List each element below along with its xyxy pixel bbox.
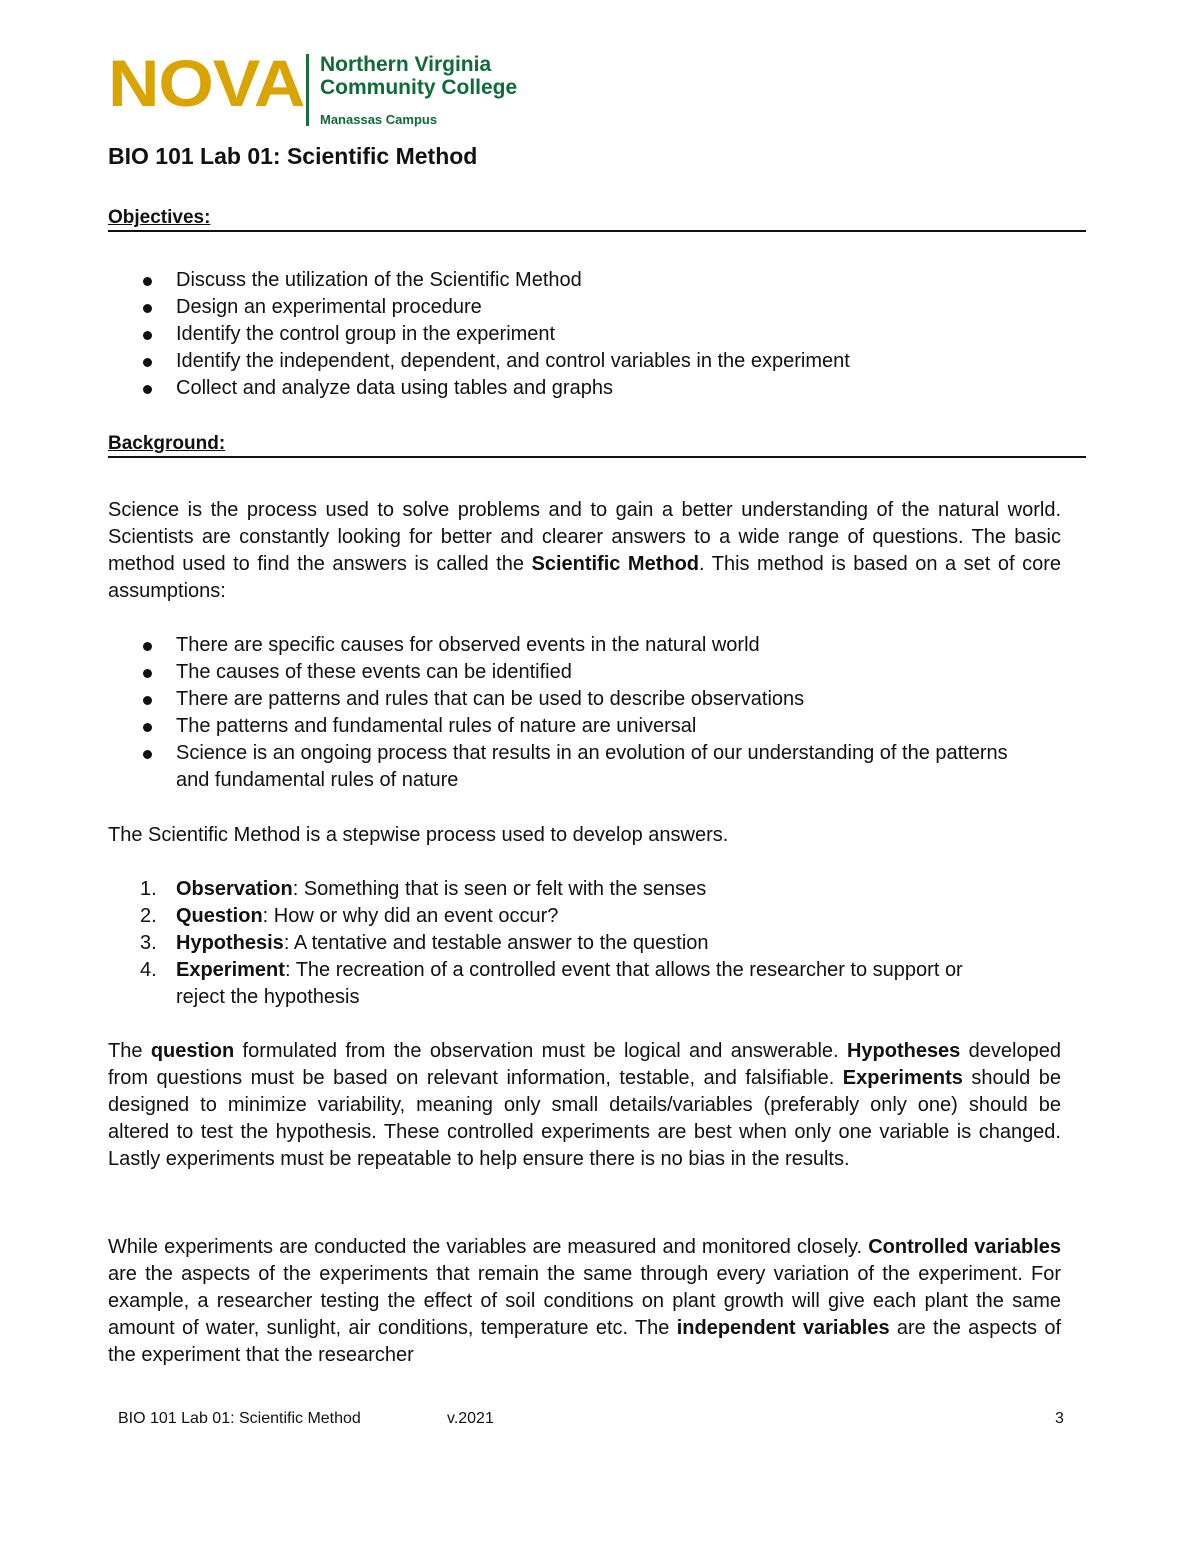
list-item: There are specific causes for observed events in the natural world <box>140 632 1080 659</box>
list-item: Science is an ongoing process that results in an evolution of our understanding of the patterns and fundamental rules of nature <box>140 740 1080 794</box>
scientific-method-steps <box>140 876 1040 1011</box>
list-item: 4. Experiment: The recreation of a controlled event that allows the researcher to support or reject the hypothesis <box>140 959 963 1008</box>
footer-document-name: BIO 101 Lab 01: Scientific Method <box>118 1410 361 1427</box>
bullet-icon <box>143 304 152 313</box>
list-item: Identify the independent, dependent, and control variables in the experiment <box>140 348 1080 375</box>
background-paragraph-4: While experiments are conducted the variables are measured and monitored closely. Controlled variables are the aspects of the experiments that remain the same through every variation of the experiment. For example, a researcher testing the effect of soil conditions on plant growth will give each plant the same amount of water, sunlight, air conditions, temperature etc. The independent variables are the aspects of the experiment that the researcher <box>108 1236 1061 1366</box>
background-paragraph-2: The Scientific Method is a stepwise process used to develop answers. <box>108 824 729 846</box>
objectives-heading: Objectives: <box>108 206 1086 232</box>
college-logo <box>108 46 538 130</box>
bullet-icon <box>143 331 152 340</box>
bullet-icon <box>143 723 152 732</box>
objectives-list <box>140 267 1080 402</box>
footer-version: v.2021 <box>447 1410 494 1427</box>
logo-college-name-line1: Northern Virginia <box>320 53 492 76</box>
assumptions-list <box>140 632 1080 794</box>
list-item: The causes of these events can be identified <box>140 659 1080 686</box>
list-item: The patterns and fundamental rules of nature are universal <box>140 713 1080 740</box>
list-item: 3. Hypothesis: A tentative and testable answer to the question <box>140 932 709 954</box>
list-item: 2. Question: How or why did an event occur? <box>140 905 559 927</box>
logo-divider <box>306 54 309 126</box>
list-item: 1. Observation: Something that is seen or felt with the senses <box>140 878 707 900</box>
bullet-icon <box>143 277 152 286</box>
list-item: There are patterns and rules that can be used to describe observations <box>140 686 1080 713</box>
background-heading: Background: <box>108 432 1086 458</box>
background-paragraph-1: Science is the process used to solve problems and to gain a better understanding of the natural world. Scientists are constantly looking for better and clearer answers to a wide range of questions. The basic method used to find the answers is called the Scientific Method. This method is based on a set of core assumptions: <box>108 499 1061 602</box>
logo-college-name-line2: Community College <box>320 76 518 99</box>
bullet-icon <box>143 642 152 651</box>
bullet-icon <box>143 669 152 678</box>
bullet-icon <box>143 750 152 759</box>
list-item: Collect and analyze data using tables and graphs <box>140 375 1080 402</box>
list-item: Discuss the utilization of the Scientific Method <box>140 267 1080 294</box>
background-paragraph-3: The question formulated from the observation must be logical and answerable. Hypotheses developed from questions must be based on relevant information, testable, and falsifiable. Experiments should be designed to minimize variability, meaning only small details/variables (preferably only one) should be altered to test the hypothesis. These controlled experiments are best when only one variable is changed. Lastly experiments must be repeatable to help ensure there is no bias in the results. <box>108 1040 1062 1170</box>
list-item: Design an experimental procedure <box>140 294 1080 321</box>
list-item: Identify the control group in the experiment <box>140 321 1080 348</box>
bullet-icon <box>143 385 152 394</box>
bullet-icon <box>143 696 152 705</box>
logo-campus: Manassas Campus <box>320 112 438 127</box>
logo-wordmark: NOVA <box>108 46 305 120</box>
document-title: BIO 101 Lab 01: Scientific Method <box>108 143 478 169</box>
bullet-icon <box>143 358 152 367</box>
page-number: 3 <box>1055 1410 1064 1427</box>
term-scientific-method: Scientific Method <box>531 553 700 575</box>
